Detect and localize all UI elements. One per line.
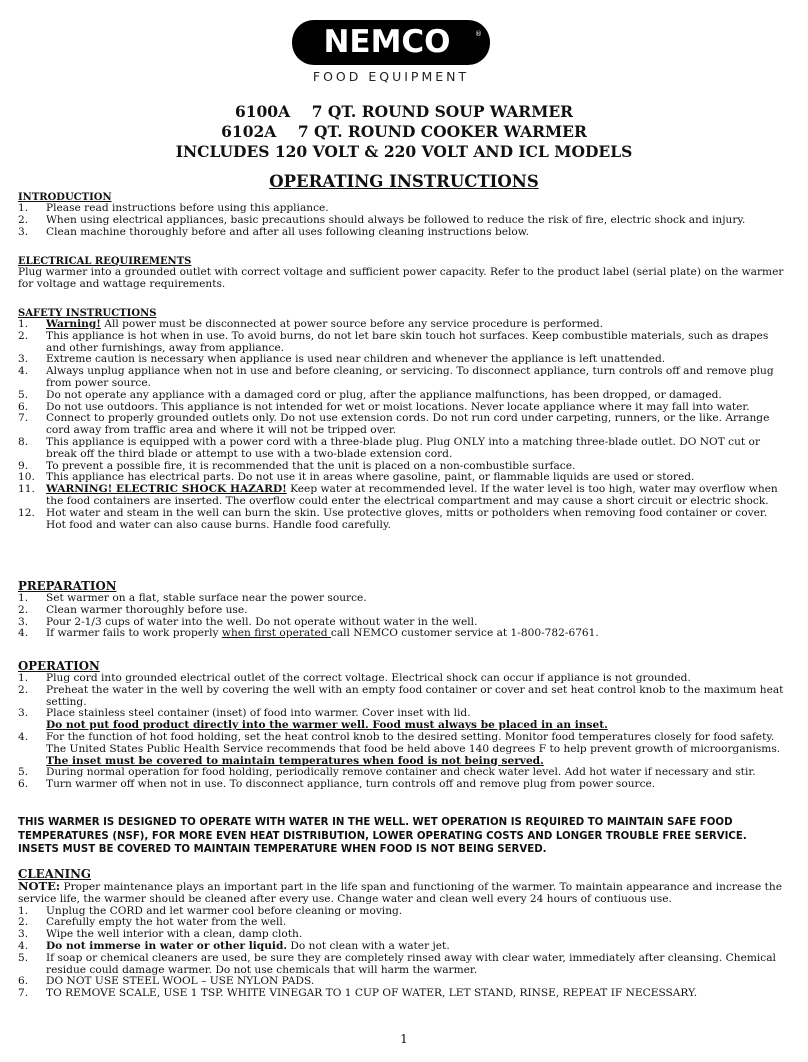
list-item: 12. Hot water and steam in the well can burn the skin. Use protective gloves, mitts or potholders when removing food container or cover. Hot food and water can also cause burns. Handle food carefully.: [18, 506, 768, 531]
preparation-section: [18, 580, 790, 640]
list-item: 4. Do not immerse in water or other liquid. Do not clean with a water jet.: [18, 939, 450, 952]
logo-subtitle: FOOD EQUIPMENT: [312, 69, 470, 84]
wet-operation-notice: THIS WARMER IS DESIGNED TO OPERATE WITH WATER IN THE WELL. WET OPERATION IS REQUIRED TO MAINTAIN SAFE FOOD TEMPERATURES (NSF), FOR MORE EVEN HEAT DISTRIBUTION, LOWER OPERATING COSTS AND LONGER TROUBLE FREE SERVICE. INSETS MUST BE COVERED TO MAINTAIN TEMPERATURE WHEN FOOD IS NOT BEING SERVED.: [18, 817, 747, 855]
list-item: 8. This appliance is equipped with a power cord with a three-blade plug. Plug ONLY into a matching three-blade outlet. DO NOT cut or break off the third blade or attempt to use with a two-blade extension cord.: [18, 435, 761, 460]
list-item: 3. Clean machine thoroughly before and after all uses following cleaning instructions below.: [18, 225, 529, 238]
list-item: 3. Wipe the well interior with a clean, damp cloth.: [18, 928, 303, 941]
list-item: 7. TO REMOVE SCALE, USE 1 TSP. WHITE VINEGAR TO 1 CUP OF WATER, LET STAND, RINSE, REPEAT IF NECESSARY.: [18, 987, 698, 1000]
electrical-title: ELECTRICAL REQUIREMENTS: [18, 256, 192, 267]
electrical-section: [18, 256, 790, 291]
list-item: 11. WARNING! ELECTRIC SHOCK HAZARD! Keep water at recommended level. If the water level is too high, water may overflow when the food containers are inserted. The overflow could enter the electrical compartment and may cause a short circuit or electric shock.: [18, 483, 778, 507]
list-item: 5. During normal operation for food holding, periodically remove container and check water level. Add hot water if necessary and stir.: [18, 766, 756, 779]
safety-section: [18, 308, 790, 531]
introduction-title: INTRODUCTION: [18, 192, 112, 203]
list-item: 4. For the function of hot food holding, set the heat control knob to the desired setting. Monitor food temperatures closely for food safety. The United States Public Health Service recommends that food be held above 140 degrees F to help prevent growth of microorganisms. The inset must be covered to maintain temperatures when food is not being served.: [18, 730, 781, 767]
list-item: 4. If warmer fails to work properly when first operated call NEMCO customer service at 1-800-782-6761.: [18, 627, 599, 640]
safety-title: SAFETY INSTRUCTIONS: [18, 308, 157, 319]
page-number: 1: [400, 1032, 408, 1046]
list-item: 9. To prevent a possible fire, it is recommended that the unit is placed on a non-combustible surface.: [18, 459, 576, 472]
list-item: 2. This appliance is hot when in use. To avoid burns, do not let bare skin touch hot surfaces. Keep combustible materials, such as drapes and other furnishings, away from appliance.: [18, 329, 769, 354]
list-item: 1. Unplug the CORD and let warmer cool before cleaning or moving.: [18, 904, 403, 917]
introduction-section: [18, 192, 790, 238]
list-item: 1. Warning! All power must be disconnected at power source before any service procedure is performed.: [18, 318, 604, 330]
logo-wordmark: NEMCO: [323, 24, 451, 60]
list-item: 3. Extreme caution is necessary when appliance is used near children and whenever the appliance is left unattended.: [18, 353, 666, 366]
logo-registered-mark: ®: [475, 30, 482, 38]
cleaning-note: NOTE: Proper maintenance plays an important part in the life span and functioning of the warmer. To maintain appearance and increase the service life, the warmer should be cleaned after every use. Change water and clean well every 24 hours of contiuous use.: [18, 879, 782, 905]
product-titles: [0, 102, 808, 162]
list-item: 6. Turn warmer off when not in use. To disconnect appliance, turn controls off and remove plug from power source.: [18, 778, 656, 791]
list-item: 7. Connect to properly grounded outlets only. Do not use extension cords. Do not run cord under carpeting, runners, or the like. Arrange cord away from traffic area and where it will not be tripped over.: [18, 412, 770, 437]
list-item: 1. Plug cord into grounded electrical outlet of the correct voltage. Electrical shock can occur if appliance is not grounded.: [18, 672, 691, 684]
list-item: 6. Do not use outdoors. This appliance is not intended for wet or moist locations. Never locate appliance where it may fall into water.: [18, 400, 750, 413]
cleaning-section: [18, 868, 790, 1000]
list-item: 3. Place stainless steel container (inset) of food into warmer. Cover inset with lid. Do not put food product directly into the warmer well. Food must always be placed in an inset.: [18, 707, 608, 732]
title-line-2: 6102A 7 QT. ROUND COOKER WARMER: [221, 122, 587, 141]
list-item: 2. Clean warmer thoroughly before use.: [18, 603, 248, 616]
cleaning-title: CLEANING: [18, 867, 91, 881]
list-item: 2. When using electrical appliances, basic precautions should always be followed to reduce the risk of fire, electric shock and injury.: [18, 213, 746, 226]
operation-title: OPERATION: [18, 659, 100, 673]
electrical-text: Plug warmer into a grounded outlet with correct voltage and sufficient power capacity. Refer to the product label (serial plate) on the warmer for voltage and wattage requirements.: [18, 266, 784, 290]
list-item: 2. Preheat the water in the well by covering the well with an empty food container or cover and set heat control knob to the maximum heat setting.: [18, 683, 784, 708]
list-item: 2. Carefully empty the hot water from the well.: [18, 916, 287, 929]
list-item: 1. Set warmer on a flat, stable surface near the power source.: [18, 592, 367, 604]
list-item: 6. DO NOT USE STEEL WOOL – USE NYLON PADS.: [18, 975, 315, 988]
nemco-logo: [292, 20, 490, 82]
title-line-1: 6100A 7 QT. ROUND SOUP WARMER: [234, 102, 574, 121]
preparation-title: PREPARATION: [18, 579, 117, 593]
operation-section: [18, 660, 790, 791]
list-item: 10. This appliance has electrical parts. Do not use it in areas where gasoline, paint, or flammable liquids are used or stored.: [18, 471, 695, 484]
list-item: 3. Pour 2-1/3 cups of water into the well. Do not operate without water in the well.: [18, 615, 478, 628]
page-title: OPERATING INSTRUCTIONS: [269, 172, 539, 191]
list-item: 1. Please read instructions before using this appliance.: [18, 202, 329, 214]
list-item: 4. Always unplug appliance when not in use and before cleaning, or servicing. To disconnect appliance, turn controls off and remove plug from power source.: [18, 365, 774, 389]
list-item: 5. Do not operate any appliance with a damaged cord or plug, after the appliance malfunctions, has been dropped, or damaged.: [18, 388, 722, 401]
list-item: 5. If soap or chemical cleaners are used, be sure they are completely rinsed away with clear water, immediately after cleansing. Chemical residue could damage warmer. Do not use chemicals that will harm the warmer.: [18, 951, 776, 976]
title-line-3: INCLUDES 120 VOLT & 220 VOLT AND ICL MODELS: [175, 142, 633, 161]
